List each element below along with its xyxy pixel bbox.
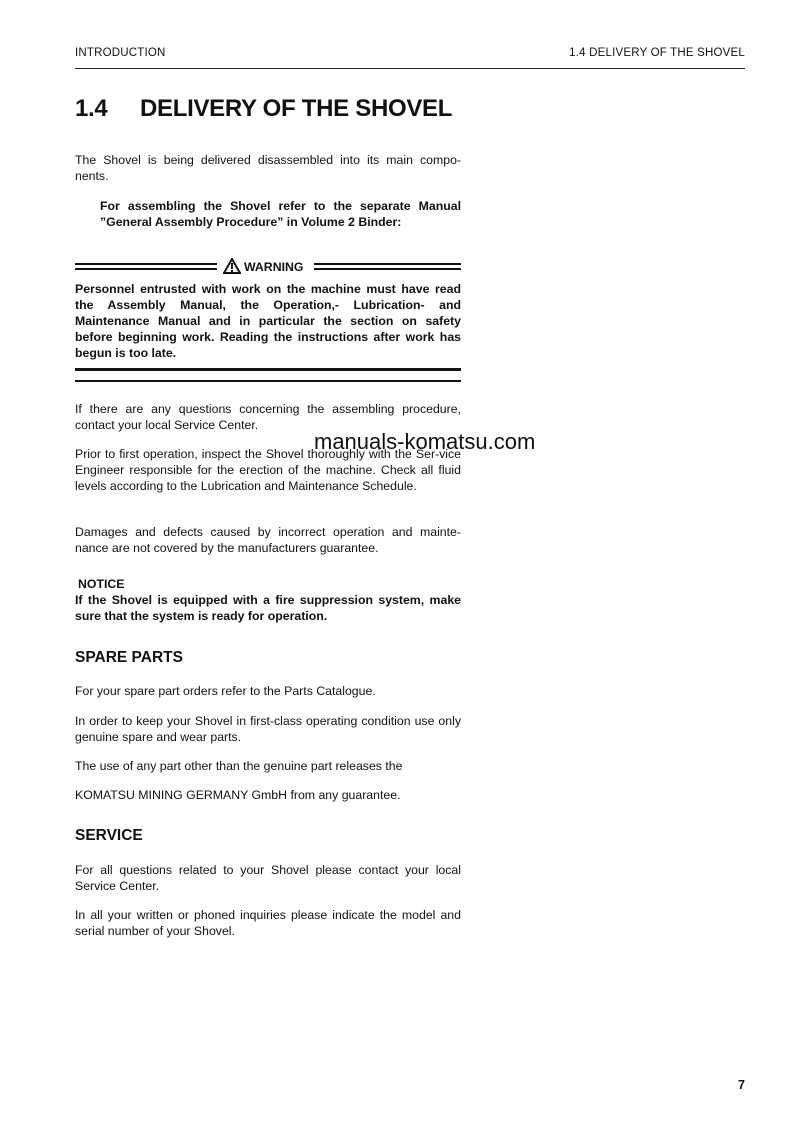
intro-text: The Shovel is being delivered disassembled into its main compo-nents. <box>75 153 461 183</box>
warning-triangle-icon <box>223 260 244 274</box>
section-number: 1.4 <box>75 95 108 122</box>
service-text-2: In all your written or phoned inquiries please indicate the model and serial number of your Shovel. <box>75 908 461 938</box>
assembly-reference <box>100 198 461 230</box>
spare-parts-text-2: In order to keep your Shovel in first-class operating condition use only genuine spare and wear parts. <box>75 714 461 744</box>
spare-parts-heading: SPARE PARTS <box>75 649 183 666</box>
guarantee-text: Damages and defects caused by incorrect operation and mainte-nance are not covered by the manufacturers guarantee. <box>75 525 461 555</box>
header-divider <box>75 68 745 69</box>
notice-label: NOTICE <box>78 577 125 591</box>
warning-bottom-rule <box>75 368 461 382</box>
running-header-right: 1.4 DELIVERY OF THE SHOVEL <box>569 47 745 59</box>
guarantee-paragraph <box>75 524 461 556</box>
assembly-reference-text: For assembling the Shovel refer to the separate Manual ”General Assembly Procedure” in Volume 2 Binder: <box>100 199 461 229</box>
spare-parts-text-4: KOMATSU MINING GERMANY GmbH from any guarantee. <box>75 788 401 802</box>
warning-rule-right <box>314 263 461 270</box>
page-title <box>75 95 452 123</box>
section-title: DELIVERY OF THE SHOVEL <box>140 95 453 122</box>
spare-parts-text-3: The use of any part other than the genuine part releases the <box>75 759 403 773</box>
running-header-left: INTRODUCTION <box>75 47 166 59</box>
spare-parts-p2 <box>75 713 461 745</box>
inspection-text: Prior to first operation, inspect the Shovel thoroughly with the Ser-vice Engineer responsible for the erection of the machine. Check all fluid levels according to the Lubrication and Maintenance Schedule. <box>75 447 461 493</box>
warning-banner <box>75 258 461 274</box>
service-p1 <box>75 862 461 894</box>
service-p2 <box>75 907 461 939</box>
spare-parts-p3 <box>75 758 461 774</box>
spare-parts-text-1: For your spare part orders refer to the Parts Catalogue. <box>75 684 376 698</box>
service-heading: SERVICE <box>75 827 143 844</box>
spare-parts-p1 <box>75 683 461 699</box>
notice-text: If the Shovel is equipped with a fire suppression system, make sure that the system is ready for operation. <box>75 593 461 623</box>
questions-text: If there are any questions concerning the assembling procedure, contact your local Service Center. <box>75 402 461 432</box>
warning-rule-left <box>75 263 217 270</box>
warning-text: Personnel entrusted with work on the machine must have read the Assembly Manual, the Operation,- Lubrication- and Maintenance Manual and in particular the section on safety before beginning work. Reading the instructions after work has begun is too late. <box>75 282 461 360</box>
intro-paragraph <box>75 152 461 184</box>
spare-parts-p4 <box>75 787 461 803</box>
warning-label: WARNING <box>244 260 304 274</box>
watermark: manuals-komatsu.com <box>314 429 536 454</box>
notice-box <box>75 576 461 624</box>
warning-box <box>75 281 461 361</box>
page-number: 7 <box>738 1078 745 1092</box>
service-text-1: For all questions related to your Shovel please contact your local Service Center. <box>75 863 461 893</box>
